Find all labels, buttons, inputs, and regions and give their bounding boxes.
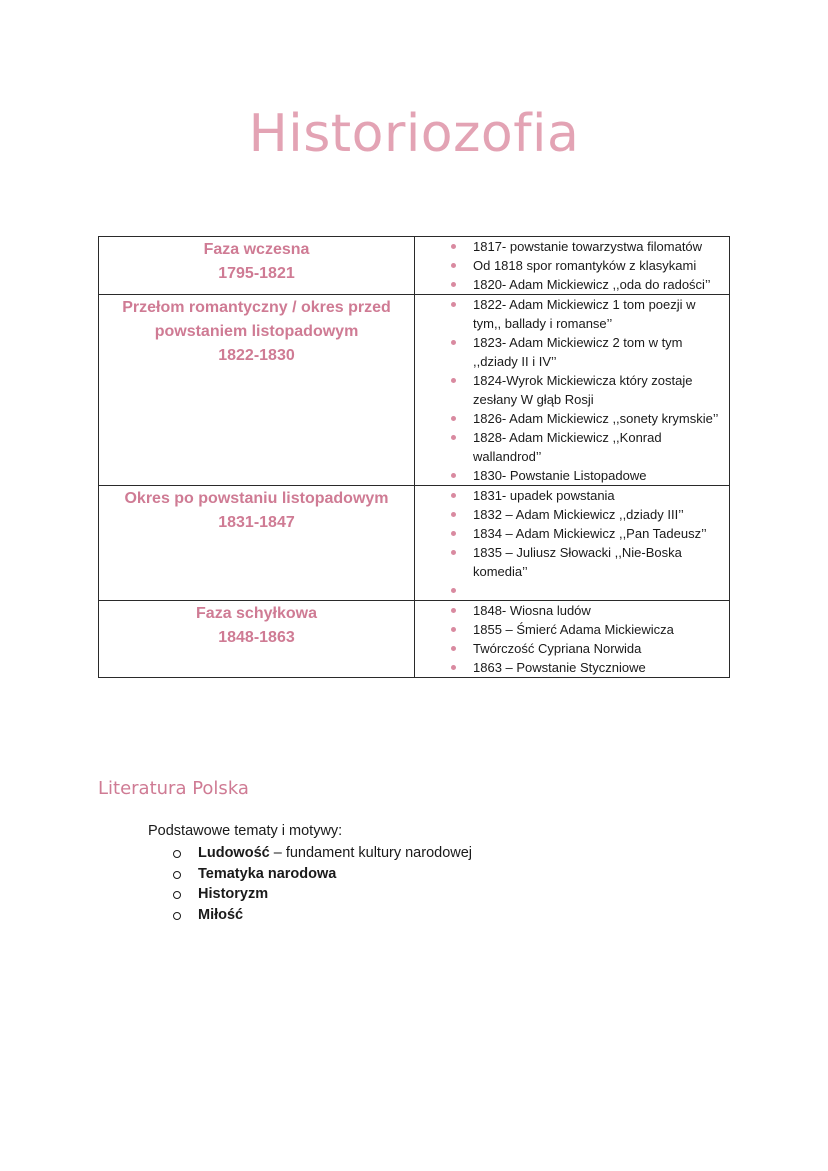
event-text: 1817- powstanie towarzystwa filomatów — [473, 239, 703, 254]
event-text: 1820- Adam Mickiewicz ,,oda do radości’’ — [473, 277, 711, 292]
list-item — [172, 884, 472, 905]
motifs-intro: Podstawowe tematy i motywy: — [148, 823, 343, 839]
event-text: 1831- upadek powstania — [473, 488, 615, 503]
periods-table — [98, 236, 730, 678]
list-item — [415, 543, 729, 581]
period-years: 1848-1863 — [218, 629, 295, 646]
bullet-icon — [451, 340, 456, 345]
event-text: 1834 – Adam Mickiewicz ,,Pan Tadeusz’’ — [473, 526, 707, 541]
table-row — [99, 237, 730, 295]
motif-term: Tematyka narodowa — [198, 865, 337, 882]
events-list — [415, 237, 729, 294]
page-title: Historiozofia — [248, 104, 580, 164]
motif-desc: – fundament kultury narodowej — [269, 845, 473, 861]
event-text: 1823- Adam Mickiewicz 2 tom w tym ,,dziady II i IV’’ — [473, 335, 683, 369]
events-cell — [415, 486, 730, 601]
event-text: 1848- Wiosna ludów — [473, 603, 591, 618]
bullet-icon — [451, 473, 456, 478]
events-cell — [415, 295, 730, 486]
list-item — [415, 486, 729, 505]
period-name: Faza schyłkowa — [196, 605, 317, 622]
events-list — [415, 601, 729, 677]
list-item — [415, 275, 729, 294]
circle-bullet-icon — [173, 891, 181, 899]
bullet-icon — [451, 550, 456, 555]
event-text: 1826- Adam Mickiewicz ,,sonety krymskie’’ — [473, 411, 719, 426]
bullet-icon — [451, 588, 456, 593]
events-cell — [415, 237, 730, 295]
bullet-icon — [451, 646, 456, 651]
list-item — [415, 524, 729, 543]
list-item — [415, 295, 729, 333]
period-cell — [99, 295, 415, 486]
bullet-icon — [451, 512, 456, 517]
list-item — [415, 333, 729, 371]
period-years: 1822-1830 — [218, 347, 295, 364]
bullet-icon — [451, 608, 456, 613]
event-text: 1832 – Adam Mickiewicz ,,dziady III’’ — [473, 507, 684, 522]
list-item — [415, 505, 729, 524]
period-years: 1795-1821 — [218, 265, 295, 282]
event-text: Twórczość Cypriana Norwida — [473, 641, 642, 656]
bullet-icon — [451, 416, 456, 421]
event-text: 1824-Wyrok Mickiewicza który zostaje zesłany W głąb Rosji — [473, 373, 693, 407]
table-row — [99, 295, 730, 486]
motif-term: Miłość — [198, 906, 244, 923]
event-text: 1863 – Powstanie Styczniowe — [473, 660, 646, 675]
bullet-icon — [451, 665, 456, 670]
list-item — [415, 256, 729, 275]
motifs-list — [172, 843, 472, 925]
event-text: 1822- Adam Mickiewicz 1 tom poezji w tym,, ballady i romanse’’ — [473, 297, 696, 331]
period-cell — [99, 237, 415, 295]
bullet-icon — [451, 493, 456, 498]
bullet-icon — [451, 435, 456, 440]
list-item — [415, 237, 729, 256]
section-heading: Literatura Polska — [98, 778, 249, 799]
period-name: Faza wczesna — [203, 241, 310, 258]
event-text: 1830- Powstanie Listopadowe — [473, 468, 647, 483]
bullet-icon — [451, 282, 456, 287]
event-text: 1828- Adam Mickiewicz ,,Konrad wallandrod’’ — [473, 430, 662, 464]
list-item — [415, 658, 729, 677]
list-item — [415, 371, 729, 409]
list-item — [415, 466, 729, 485]
list-item — [415, 601, 729, 620]
period-cell — [99, 486, 415, 601]
event-text: 1855 – Śmierć Adama Mickiewicza — [473, 622, 674, 637]
bullet-icon — [451, 378, 456, 383]
list-item — [415, 639, 729, 658]
list-item — [172, 905, 472, 926]
bullet-icon — [451, 531, 456, 536]
motif-term: Historyzm — [198, 886, 269, 902]
period-years: 1831-1847 — [218, 514, 295, 531]
events-cell — [415, 601, 730, 678]
bullet-icon — [451, 627, 456, 632]
event-text: Od 1818 spor romantyków z klasykami — [473, 258, 697, 273]
circle-bullet-icon — [173, 912, 181, 920]
list-item — [415, 620, 729, 639]
list-item — [415, 581, 729, 600]
table-row — [99, 486, 730, 601]
period-cell — [99, 601, 415, 678]
list-item — [172, 843, 472, 864]
list-item — [415, 428, 729, 466]
bullet-icon — [451, 244, 456, 249]
bullet-icon — [451, 302, 456, 307]
events-list — [415, 295, 729, 485]
period-name: Przełom romantyczny / okres przed powstaniem listopadowym — [122, 299, 391, 340]
list-item — [172, 864, 472, 885]
bullet-icon — [451, 263, 456, 268]
motif-term: Ludowość — [198, 845, 270, 861]
list-item — [415, 409, 729, 428]
period-name: Okres po powstaniu listopadowym — [124, 490, 389, 507]
table-row — [99, 601, 730, 678]
events-list — [415, 486, 729, 600]
circle-bullet-icon — [173, 871, 181, 879]
event-text: 1835 – Juliusz Słowacki ,,Nie-Boska komedia’’ — [473, 545, 682, 579]
circle-bullet-icon — [173, 850, 181, 858]
